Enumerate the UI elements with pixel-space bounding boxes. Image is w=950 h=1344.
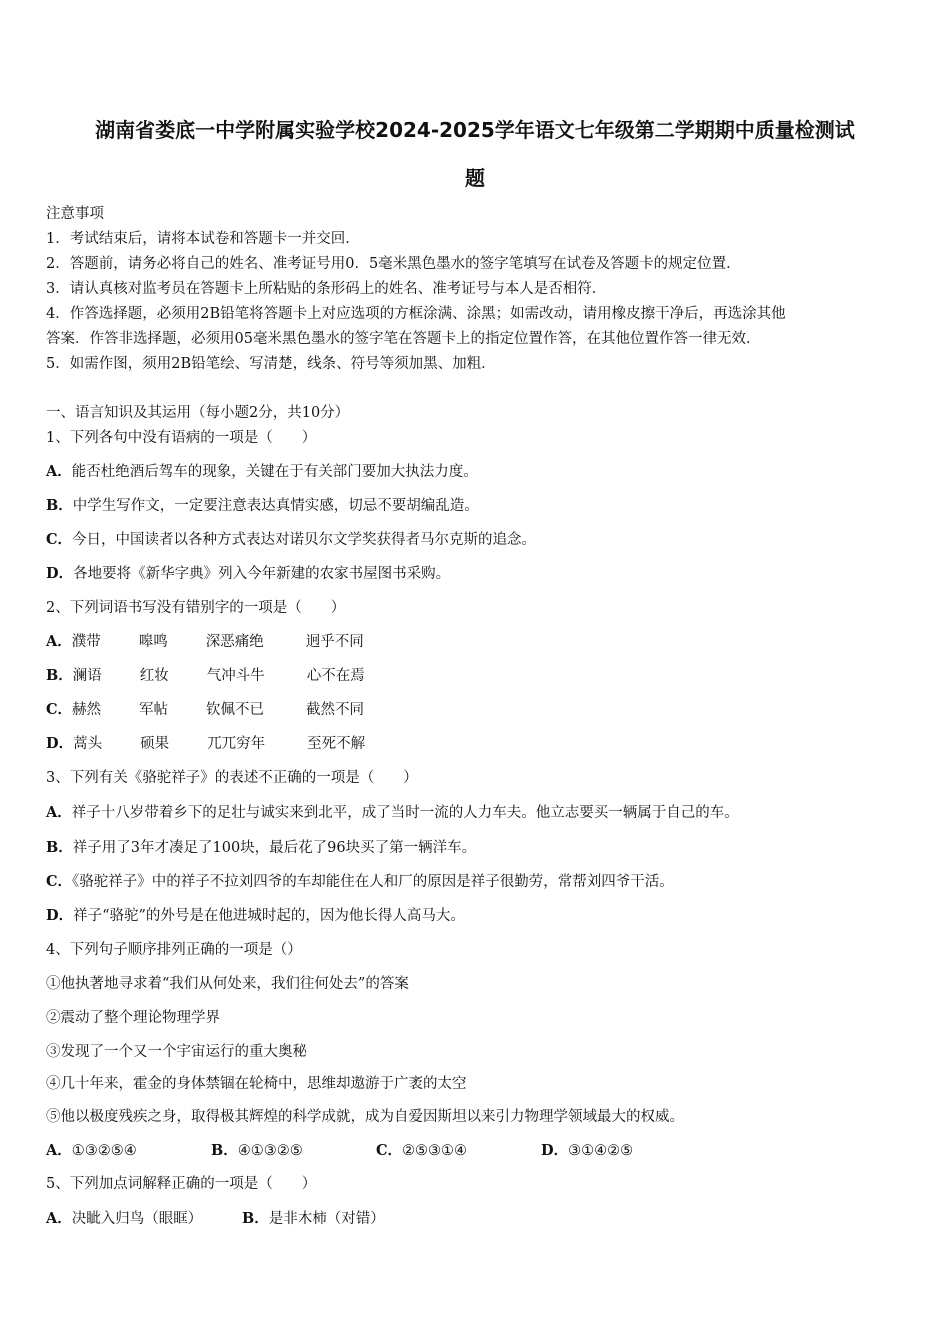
word: 气冲斗牛 — [206, 668, 265, 684]
word: 兀兀穷年 — [207, 736, 266, 752]
option-text: 能否杜绝酒后驾车的现象，关键在于有关部门要加大执法力度。 — [71, 464, 478, 480]
word: 至死不解 — [307, 736, 366, 752]
question-stem: 5、下列加点词解释正确的一项是（ ） — [46, 1176, 317, 1192]
option-text: 决眦入归鸟（眼眶） — [71, 1211, 203, 1227]
option-text: ②⑤③①④ — [402, 1143, 468, 1159]
option-row — [46, 562, 450, 583]
option-text: 祥子十八岁带着乡下的足壮与诚实来到北平，成了当时一流的人力车夫。他立志要买一辆属于自己的车。 — [71, 805, 739, 821]
option-text: 祥子用了3年才凑足了100块，最后花了96块买了第一辆洋车。 — [72, 840, 477, 856]
option-label: D． — [46, 907, 74, 924]
option-label: B． — [46, 667, 73, 684]
option-text: 祥子“骆驼”的外号是在他进城时起的，因为他长得人高马大。 — [73, 908, 465, 924]
question-stem: 3、下列有关《骆驼祥子》的表述不正确的一项是（ ） — [46, 770, 418, 786]
option-label: C． — [46, 873, 73, 890]
notice-item: 5．如需作图，须用2B铅笔绘、写清楚，线条、符号等须加黑、加粗． — [46, 356, 496, 372]
word: 红妆 — [139, 668, 169, 684]
word: 心不在焉 — [306, 668, 365, 684]
option-row — [46, 630, 364, 651]
option-row — [46, 801, 739, 822]
option-label: C． — [376, 1142, 403, 1159]
option-row — [46, 1207, 385, 1228]
option-label: D． — [46, 565, 74, 582]
option-text: 今日，中国读者以各种方式表达对诺贝尔文学奖获得者马尔克斯的追念。 — [72, 532, 537, 548]
sentence: ②震动了整个理论物理学界 — [46, 1010, 220, 1026]
option-row — [46, 460, 478, 481]
word: 硕果 — [140, 736, 170, 752]
option-row — [46, 664, 365, 685]
option-label: A． — [46, 1142, 72, 1159]
option-label: B． — [46, 497, 73, 514]
option-text: 《骆驼祥子》中的祥子不拉刘四爷的车却能住在人和厂的原因是祥子很勤劳，常帮刘四爷干活。 — [72, 874, 674, 890]
word: 赫然 — [72, 702, 102, 718]
option-text: ①③②⑤④ — [71, 1143, 137, 1159]
option-label: A． — [46, 463, 72, 480]
question-stem: 2、下列词语书写没有错别字的一项是（ ） — [46, 600, 346, 616]
sentence: ⑤他以极度残疾之身，取得极其辉煌的科学成就，成为自爱因斯坦以来引力物理学领域最大的权威。 — [46, 1109, 684, 1125]
option-text: ④①③②⑤ — [237, 1143, 303, 1159]
option-label: A． — [46, 804, 72, 821]
option-row — [46, 494, 479, 515]
word: 军帖 — [139, 702, 169, 718]
word: 迥乎不同 — [305, 634, 364, 650]
option-label: D． — [541, 1142, 569, 1159]
notice-heading: 注意事项 — [46, 206, 104, 222]
notice-item: 1．考试结束后，请将本试卷和答题卡一并交回． — [46, 231, 360, 247]
option-label: D． — [46, 735, 74, 752]
option-row — [46, 904, 465, 925]
option-row — [46, 870, 674, 891]
word: 嗥鸣 — [138, 634, 168, 650]
option-row — [46, 732, 365, 753]
sentence: ①他执著地寻求着“我们从何处来，我们往何处去”的答案 — [46, 976, 409, 992]
sentence: ③发现了一个又一个宇宙运行的重大奥秘 — [46, 1044, 307, 1060]
word: 蒿头 — [73, 736, 103, 752]
exam-title: 湖南省娄底一中学附属实验学校2024-2025学年语文七年级第二学期期中质量检测试 — [95, 118, 855, 142]
sentence: ④几十年来，霍金的身体禁锢在轮椅中，思维却遨游于广袤的太空 — [46, 1076, 467, 1092]
option-row — [46, 1139, 633, 1160]
option-label: A． — [46, 1210, 72, 1227]
word: 澜语 — [72, 668, 102, 684]
option-label: A． — [46, 633, 72, 650]
word: 截然不同 — [306, 702, 365, 718]
word: 深恶痛绝 — [205, 634, 264, 650]
option-row — [46, 528, 536, 549]
option-text: ③①④②⑤ — [568, 1143, 634, 1159]
section-heading: 一、语言知识及其运用（每小题2分，共10分） — [46, 405, 350, 421]
option-label: B． — [211, 1142, 238, 1159]
notice-item: 2．答题前，请务必将自己的姓名、准考证号用0．5毫米黑色墨水的签字笔填写在试卷及答题卡的规定位置． — [46, 256, 741, 272]
option-row — [46, 836, 476, 857]
notice-item: 4．作答选择题，必须用2B铅笔将答题卡上对应选项的方框涂满、涂黑；如需改动，请用橡皮擦干净后，再选涂其他 — [46, 306, 786, 322]
exam-title-continued: 题 — [465, 166, 485, 190]
option-text: 是非木柿（对错） — [268, 1211, 385, 1227]
option-label: C． — [46, 531, 73, 548]
option-row — [46, 698, 364, 719]
notice-item: 答案．作答非选择题，必须用05毫米黑色墨水的签字笔在答题卡上的指定位置作答，在其他位置作答一律无效． — [46, 331, 761, 347]
option-label: B． — [46, 839, 73, 856]
option-label: B． — [242, 1210, 269, 1227]
option-text: 各地要将《新华字典》列入今年新建的农家书屋图书采购。 — [73, 566, 451, 582]
question-stem: 1、下列各句中没有语病的一项是（ ） — [46, 430, 317, 446]
word: 濮带 — [71, 634, 101, 650]
notice-item: 3．请认真核对监考员在答题卡上所粘贴的条形码上的姓名、准考证号与本人是否相符． — [46, 281, 607, 297]
option-text: 中学生写作文，一定要注意表达真情实感，切忌不要胡编乱造。 — [72, 498, 479, 514]
question-stem: 4、下列句子顺序排列正确的一项是（） — [46, 942, 302, 958]
word: 钦佩不已 — [206, 702, 265, 718]
option-label: C． — [46, 701, 73, 718]
